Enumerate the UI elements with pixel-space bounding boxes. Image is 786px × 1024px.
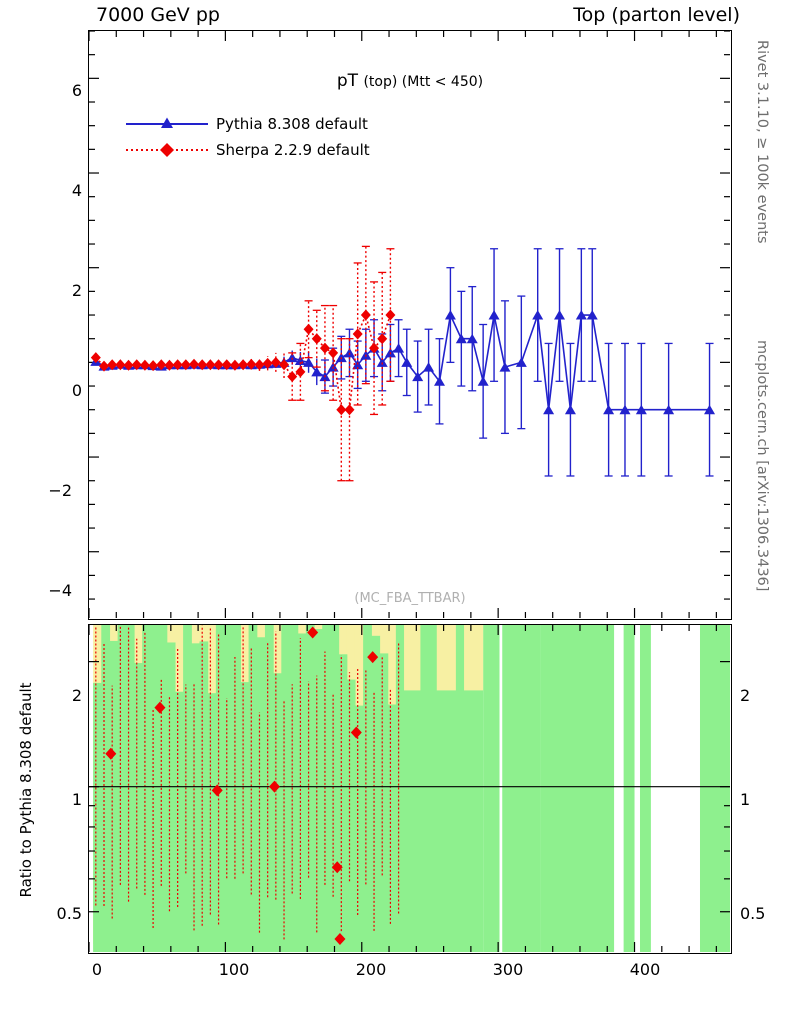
ytick-label-6: 6 [71, 81, 82, 100]
header-right-label: Top (parton level) [573, 4, 740, 26]
ratio-ytick-label-05-left: 0.5 [56, 904, 82, 923]
plot-title-main: pT [336, 71, 359, 91]
ratio-plot-canvas [89, 625, 730, 952]
header-left-label: 7000 GeV pp [96, 4, 220, 26]
main-plot-panel [88, 30, 732, 620]
ratio-ytick-label-2-right: 2 [740, 686, 751, 705]
plot-title-sub: (top) (Mtt < 450) [363, 74, 484, 90]
ytick-label-2: 2 [71, 281, 82, 300]
xtick-label-0: 0 [91, 960, 103, 979]
rivet-version-label: Rivet 3.1.10, ≥ 100k events [754, 40, 770, 244]
main-plot-canvas [89, 31, 730, 618]
ytick-label-0: 0 [71, 381, 82, 400]
legend-label-sherpa: Sherpa 2.2.9 default [216, 141, 370, 159]
xtick-label-300: 300 [492, 960, 524, 979]
analysis-watermark: (MC_FBA_TTBAR) [354, 591, 466, 606]
legend-label-pythia: Pythia 8.308 default [216, 115, 368, 133]
mcplots-source-label: mcplots.cern.ch [arXiv:1306.3436] [754, 340, 770, 592]
ytick-label-4: 4 [71, 181, 82, 200]
ytick-label-minus2: −2 [48, 481, 72, 500]
xtick-label-100: 100 [218, 960, 250, 979]
xtick-label-200: 200 [355, 960, 387, 979]
ratio-ytick-label-05-right: 0.5 [740, 904, 766, 923]
ytick-label-minus4: −4 [48, 581, 72, 600]
ratio-axis-label: Ratio to Pythia 8.308 default [17, 682, 35, 898]
ratio-ytick-label-1-right: 1 [740, 790, 751, 809]
ratio-ytick-label-2-left: 2 [71, 686, 82, 705]
ratio-ytick-label-1-left: 1 [71, 790, 82, 809]
xtick-label-400: 400 [629, 960, 661, 979]
ratio-plot-panel [88, 624, 732, 954]
